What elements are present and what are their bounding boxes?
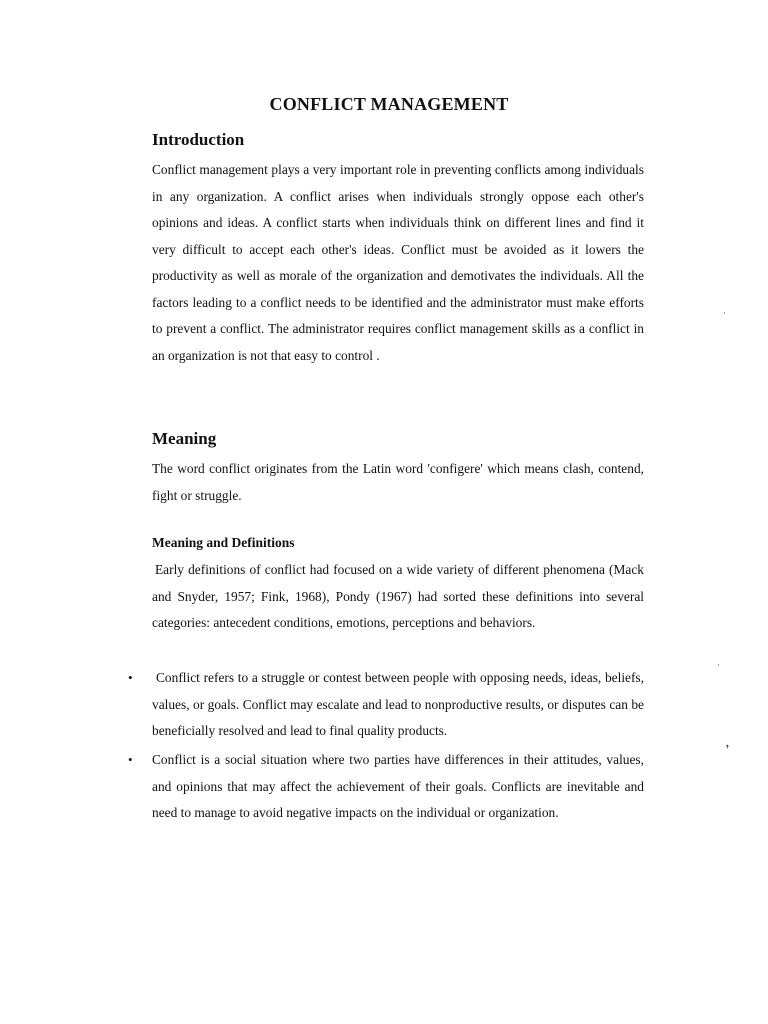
- bullet-icon: •: [128, 752, 133, 767]
- stray-mark: ·: [717, 660, 720, 670]
- definitions-paragraph: Early definitions of conflict had focused on a wide variety of different phenomena (Mack and Snyder, 1957; Fink, 1968), Pondy (1967) had sorted these definitions into several categories: antecedent conditions, emotions, perceptions and behaviors.: [152, 562, 644, 630]
- stray-mark: ꜛ: [725, 745, 730, 755]
- definitions-heading: Meaning and Definitions: [152, 535, 295, 550]
- bullet-icon: •: [128, 670, 133, 685]
- introduction-paragraph: Conflict management plays a very important role in preventing conflicts among individuals in any organization. A conflict arises when individuals strongly oppose each other's opinions and ideas. A conflict starts when individuals think on different lines and find it very difficult to accept each other's ideas. Conflict must be avoided as it lowers the productivity as well as morale of the organization and demotivates the individuals. All the factors leading to a conflict needs to be identified and the administrator must make efforts to prevent a conflict. The administrator requires conflict management skills as a conflict in an organization is not that easy to control .: [152, 162, 644, 363]
- document-title: CONFLICT MANAGEMENT: [269, 94, 509, 114]
- definition-bullet-2: Conflict is a social situation where two parties have differences in their attitudes, values, and opinions that may affect the achievement of their goals. Conflicts are inevitable and need to manage to avoid negative impacts on the individual or organization.: [152, 752, 644, 820]
- stray-mark: ·: [723, 308, 726, 318]
- meaning-heading: Meaning: [152, 429, 217, 448]
- definition-bullet-1: Conflict refers to a struggle or contest between people with opposing needs, ideas, beliefs, values, or goals. Conflict may escalate and lead to nonproductive results, or disputes can be beneficially resolved and lead to final quality products.: [152, 670, 644, 738]
- meaning-paragraph: The word conflict originates from the Latin word 'configere' which means clash, contend, fight or struggle.: [152, 461, 644, 503]
- introduction-heading: Introduction: [152, 130, 245, 149]
